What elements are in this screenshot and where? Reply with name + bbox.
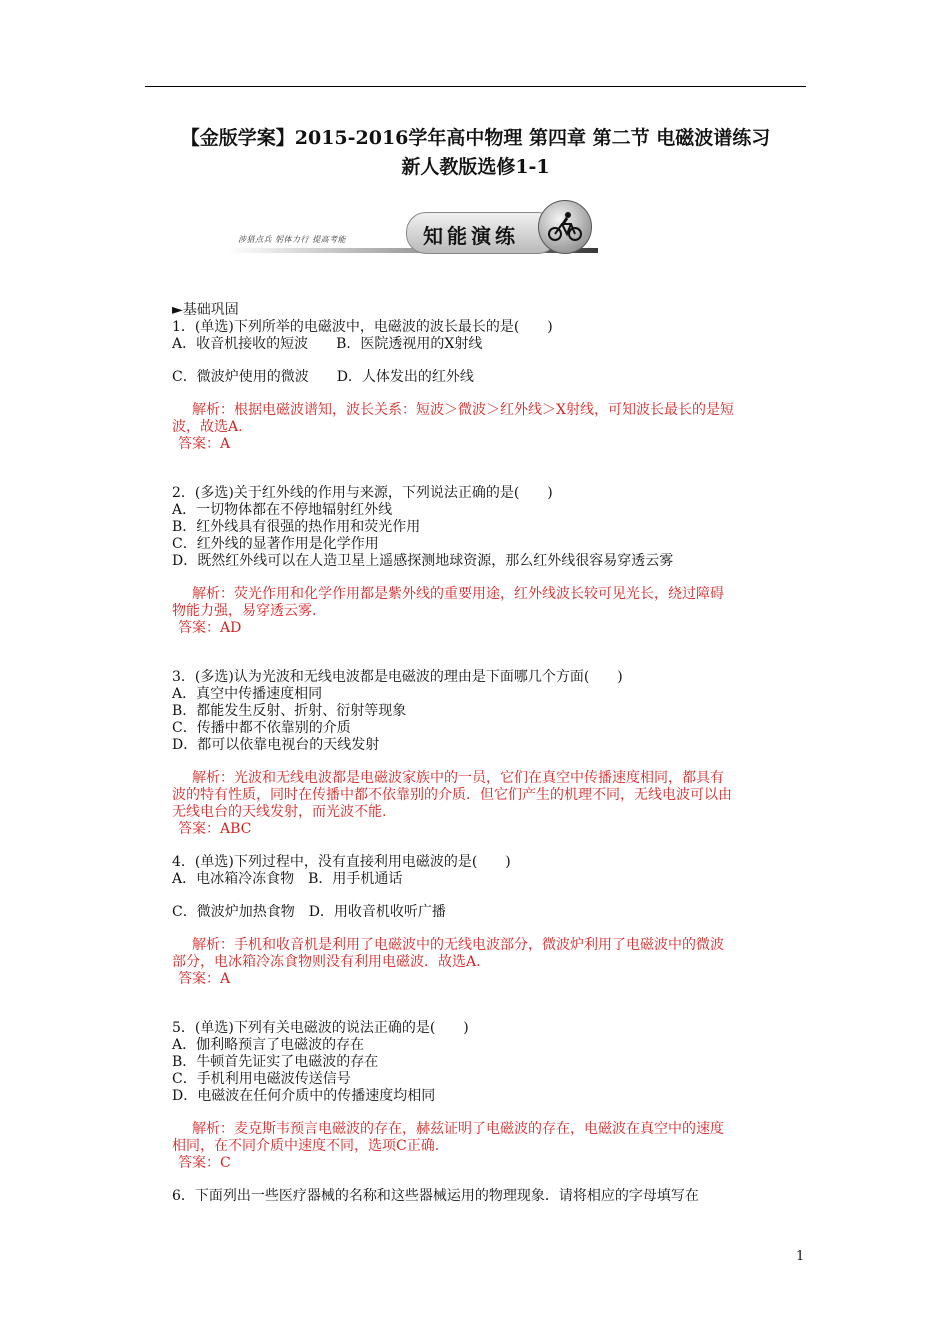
- q2-analysis: 解析：荧光作用和化学作用都是紫外线的重要用途，红外线波长较可见光长，绕过障碍: [192, 586, 724, 602]
- q1-analysis: 解析：根据电磁波谱知，波长关系：短波＞微波＞红外线＞X射线，可知波长最长的是短: [192, 402, 734, 418]
- title-line-1: 【金版学案】2015-2016学年高中物理 第四章 第二节 电磁波谱练习: [180, 127, 771, 149]
- q2-stem: 2．(多选)关于红外线的作用与来源，下列说法正确的是( ): [172, 485, 553, 501]
- q3-stem: 3．(多选)认为光波和无线电波都是电磁波的理由是下面哪几个方面( ): [172, 669, 623, 685]
- analysis-label: 解析：: [192, 770, 234, 786]
- q5-analysis: 解析：麦克斯韦预言电磁波的存在，赫兹证明了电磁波的存在，电磁波在真空中的速度: [192, 1121, 724, 1137]
- q2-option-d: D．既然红外线可以在人造卫星上遥感探测地球资源，那么红外线很容易穿透云雾: [172, 553, 674, 569]
- q5-option-b: B．牛顿首先证实了电磁波的存在: [172, 1054, 379, 1070]
- q3-option-c: C．传播中都不依靠别的介质: [172, 720, 351, 736]
- q3-answer: 答案：ABC: [178, 821, 252, 837]
- analysis-label: 解析：: [192, 937, 234, 953]
- q1-options-ab: A．收音机接收的短波 B．医院透视用的X射线: [172, 336, 483, 352]
- cyclist-icon: [538, 200, 592, 254]
- banner-tag: [406, 212, 558, 254]
- q5-stem: 5．(单选)下列有关电磁波的说法正确的是( ): [172, 1020, 469, 1036]
- analysis-label: 解析：: [192, 586, 234, 602]
- banner-tag-text: 知能演练: [423, 224, 519, 248]
- q3-analysis: 解析：光波和无线电波都是电磁波家族中的一员，它们在真空中传播速度相同，都具有: [192, 770, 724, 786]
- page-number: 1: [796, 1249, 805, 1264]
- q3-option-b: B．都能发生反射、折射、衍射等现象: [172, 703, 407, 719]
- q5-option-d: D．电磁波在任何介质中的传播速度均相同: [172, 1088, 436, 1104]
- q4-options-cd: C．微波炉加热食物 D．用收音机收听广播: [172, 904, 446, 920]
- q5-answer: 答案：C: [178, 1155, 231, 1171]
- analysis-label: 解析：: [192, 1121, 234, 1137]
- q1-options-cd: C．微波炉使用的微波 D．人体发出的红外线: [172, 369, 474, 385]
- exercise-content: [172, 302, 812, 1205]
- q1-analysis-cont: 波，故选A.: [172, 419, 243, 435]
- analysis-label: 解析：: [192, 402, 234, 418]
- q5-option-c: C．手机利用电磁波传送信号: [172, 1071, 351, 1087]
- q4-answer: 答案：A: [178, 971, 231, 987]
- q4-options-ab: A．电冰箱冷冻食物 B．用手机通话: [172, 871, 403, 887]
- q2-analysis-cont: 物能力强，易穿透云雾.: [172, 603, 317, 619]
- q5-option-a: A．伽利略预言了电磁波的存在: [172, 1037, 365, 1053]
- q4-stem: 4．(单选)下列过程中，没有直接利用电磁波的是( ): [172, 854, 511, 870]
- q3-option-a: A．真空中传播速度相同: [172, 686, 323, 702]
- q2-option-a: A．一切物体都在不停地辐射红外线: [172, 502, 393, 518]
- q5-analysis-cont: 相同，在不同介质中速度不同，选项C正确.: [172, 1138, 440, 1154]
- document-title: [120, 124, 831, 182]
- q4-analysis-cont: 部分，电冰箱冷冻食物则没有利用电磁波．故选A.: [172, 954, 481, 970]
- q3-analysis-cont: 波的特有性质，同时在传播中都不依靠别的介质．但它们产生的机理不同，无线电波可以由: [172, 787, 732, 803]
- q1-stem: 1．(单选)下列所举的电磁波中，电磁波的波长最长的是( ): [172, 319, 553, 335]
- title-line-2: 新人教版选修1-1: [401, 156, 550, 178]
- header-rule: [145, 86, 806, 87]
- q6-stem: 6．下面列出一些医疗器械的名称和这些器械运用的物理现象．请将相应的字母填写在: [172, 1188, 699, 1204]
- q3-option-d: D．都可以依靠电视台的天线发射: [172, 737, 380, 753]
- section-banner: [168, 200, 598, 262]
- q4-analysis: 解析：手机和收音机是利用了电磁波中的无线电波部分，微波炉利用了电磁波中的微波: [192, 937, 724, 953]
- q2-answer: 答案：AD: [178, 620, 242, 636]
- section-heading: ►基础巩固: [172, 302, 239, 318]
- q1-answer: 答案：A: [178, 436, 231, 452]
- q3-analysis-cont-2: 无线电台的天线发射，而光波不能.: [172, 804, 387, 820]
- banner-slogan: 涉猎点兵 躬体力行 提高考能: [238, 235, 347, 244]
- q2-option-c: C．红外线的显著作用是化学作用: [172, 536, 379, 552]
- q2-option-b: B．红外线具有很强的热作用和荧光作用: [172, 519, 421, 535]
